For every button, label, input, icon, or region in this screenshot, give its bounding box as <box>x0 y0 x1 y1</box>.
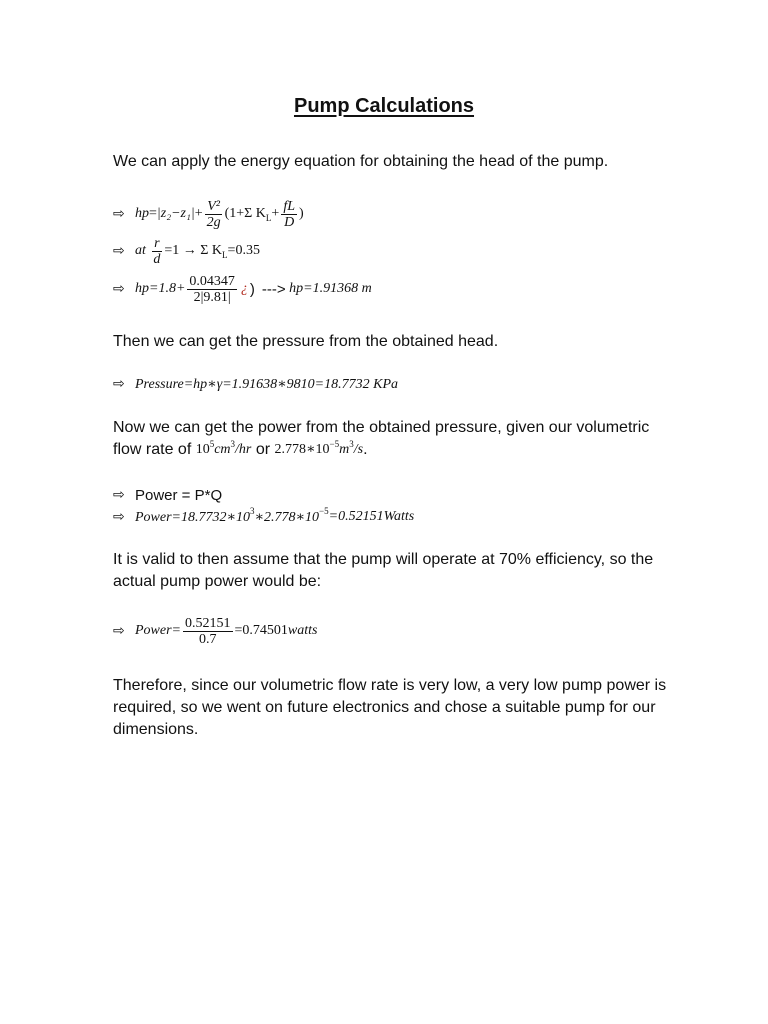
r-numerator: r <box>154 235 160 251</box>
flow-rate-unit-cm-exponent: 3 <box>230 439 236 449</box>
eq3-result: hp=1.91368 <box>289 281 359 296</box>
head-denominator: 2|9.81| <box>193 289 231 305</box>
eq1-plus: + <box>271 206 280 221</box>
power-formula: Power = P*Q <box>135 486 223 504</box>
conclusion-line-1: Therefore, since our volumetric flow rate is very low, a very low pump power is <box>113 677 667 694</box>
power-eq-part-a: Power=18.7732∗10 <box>135 509 251 525</box>
velocity-denominator: 2g <box>206 214 221 230</box>
eq1-k-subscript: L <box>265 213 272 223</box>
arrow-bullet-icon: ⇨ <box>113 376 125 392</box>
head-numerator: 0.04347 <box>189 273 235 289</box>
eq2-rest: =1 → Σ K <box>164 243 223 258</box>
actual-power-fraction <box>183 616 233 647</box>
loss-coefficient-math <box>135 236 260 267</box>
d-denominator: d <box>153 251 161 267</box>
friction-denominator: D <box>284 214 295 230</box>
arrow-bullet-icon: ⇨ <box>113 206 125 222</box>
eq2-at: at <box>135 243 146 258</box>
flow-rate-si-unit-m-exponent: 3 <box>349 439 354 449</box>
actual-power-equation <box>113 616 317 646</box>
eq2-value: =0.35 <box>227 243 260 258</box>
flow-rate-exponent: 5 <box>209 439 215 449</box>
friction-numerator: fL <box>283 198 296 214</box>
arrow-bullet-icon: ⇨ <box>113 487 125 503</box>
flow-rate-si-unit-m: m <box>339 442 350 457</box>
pressure-intro-paragraph: Then we can get the pressure from the obtained head. <box>113 333 499 350</box>
or-text: or <box>255 441 271 458</box>
eq1-lhs: hp <box>135 206 149 221</box>
head-fraction <box>187 274 237 305</box>
velocity-fraction <box>205 199 223 230</box>
flow-rate-unit-hr: /hr <box>235 442 252 457</box>
arrow-bullet-icon: ⇨ <box>113 623 125 639</box>
actual-power-numerator: 0.52151 <box>185 615 231 631</box>
flow-rate-si-exponent: −5 <box>329 439 340 449</box>
sentence-end: . <box>363 441 368 458</box>
power-intro-line-1: Now we can get the power from the obtained pressure, given our volumetric <box>113 419 650 436</box>
power-equation-math <box>135 506 415 526</box>
conclusion-line-2: required, so we went on future electronics and chose a suitable pump for our <box>113 699 656 716</box>
efficiency-line-2: actual pump power would be: <box>113 573 322 590</box>
actual-power-result: =0.74501 <box>234 623 288 638</box>
actual-power-lhs: Power= <box>135 623 181 638</box>
r-over-d-fraction <box>151 236 162 267</box>
head-result-equation <box>113 274 372 304</box>
pressure-equation <box>113 369 398 399</box>
power-intro-line-2 <box>113 439 668 461</box>
eq1-close-paren: ) <box>299 206 304 221</box>
friction-fraction <box>281 199 297 230</box>
efficiency-line-1: It is valid to then assume that the pump will operate at 70% efficiency, so the <box>113 551 654 568</box>
arrow-bullet-icon: ⇨ <box>113 509 125 525</box>
power-eq-unit: Watts <box>383 509 415 524</box>
power-eq-result: =0.52151 <box>328 509 384 524</box>
page-title: Pump Calculations <box>293 95 475 117</box>
flow-rate-si-unit-s: /s <box>353 442 364 457</box>
arrow-bullet-icon: ⇨ <box>113 281 125 297</box>
flow-rate-si-base: 2.778∗10 <box>274 442 330 457</box>
flow-rate-unit-cm: cm <box>214 442 231 457</box>
power-eq-part-b: ∗2.778∗10 <box>254 509 320 525</box>
eq1-z-terms: |z₂−z₁| <box>156 206 195 221</box>
head-equation-math: hp = |z₂−z₁| + $\frac{\text{V²}}{2g}$ (1+Σ K L + $\frac{fL}{D}$ ) <box>135 198 304 230</box>
conclusion-line-3: dimensions. <box>113 721 199 738</box>
eq1-loss-sum: (1+Σ K <box>224 206 266 221</box>
eq2-k-subscript: L <box>222 250 228 260</box>
actual-power-denominator: 0.7 <box>199 631 217 647</box>
flow-rate-base: 10 <box>195 442 210 457</box>
eq3-close-paren: ) <box>249 280 255 298</box>
eq3-lhs: hp=1.8+ <box>135 281 186 296</box>
arrow-bullet-icon: ⇨ <box>113 243 125 259</box>
power-eq-exponent-a: 3 <box>250 506 255 516</box>
power-equation <box>113 502 414 532</box>
result-arrow-text: ---> <box>261 280 286 298</box>
pressure-equation-math: Pressure=hp∗γ=1.91638∗9810=18.7732 KPa <box>135 376 399 392</box>
loss-coefficient-equation <box>113 236 260 266</box>
head-result-math <box>135 274 372 305</box>
actual-power-math <box>135 616 317 647</box>
power-eq-exponent-b: −5 <box>319 506 329 516</box>
flow-rate-text: flow rate of <box>113 441 192 458</box>
eq3-unit: m <box>361 281 372 296</box>
intro-paragraph: We can apply the energy equation for obtaining the head of the pump. <box>113 153 609 170</box>
inverted-question-mark: ¿ <box>240 281 248 296</box>
velocity-numerator: V² <box>207 198 220 214</box>
actual-power-unit: watts <box>287 623 318 638</box>
head-equation <box>113 199 304 229</box>
